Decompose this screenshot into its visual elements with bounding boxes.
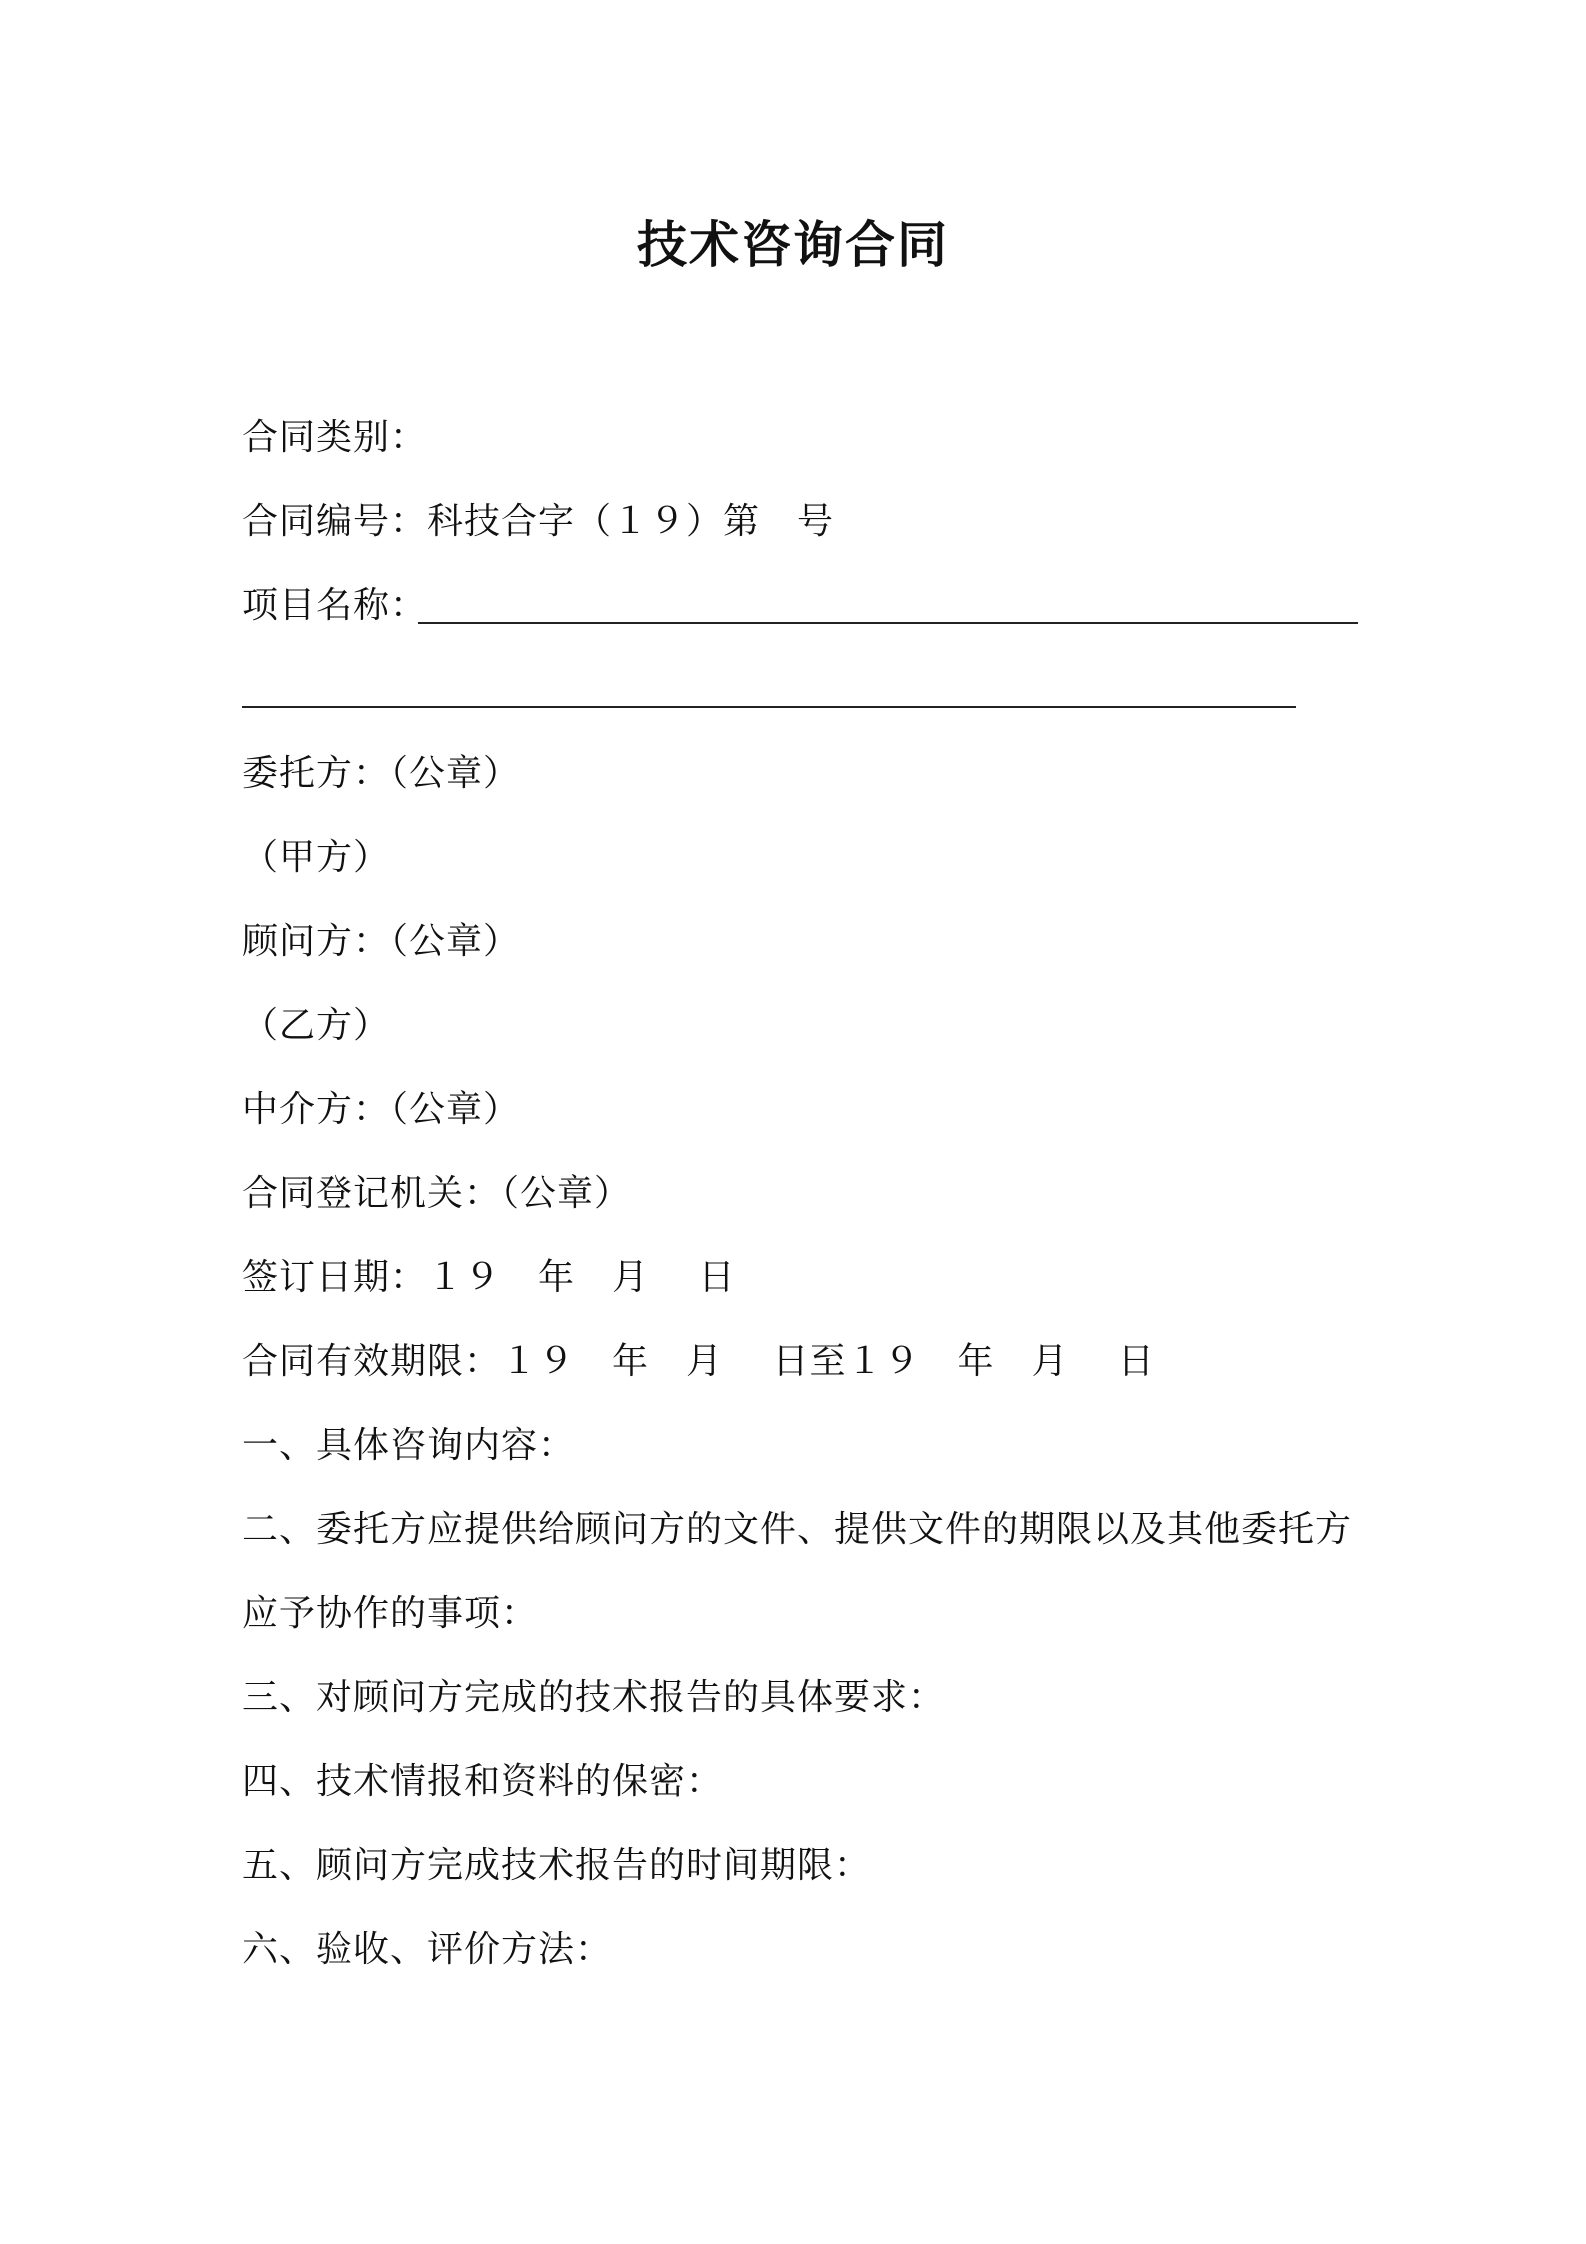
project-name-underline-2[interactable] — [242, 706, 1296, 708]
contract-type-line: 合同类别： — [242, 417, 428, 458]
section-1-heading: 一、具体咨询内容： — [242, 1425, 576, 1466]
validity-period-line: 合同有效期限：１９ 年 月 日至１９ 年 月 日 — [242, 1341, 1155, 1382]
party-a-line: （甲方） — [242, 837, 391, 878]
consultant-line: 顾问方：（公章） — [242, 921, 521, 962]
section-4-heading: 四、技术情报和资料的保密： — [242, 1761, 724, 1802]
section-2-heading-line-1: 二、委托方应提供给顾问方的文件、提供文件的期限以及其他委托方 — [242, 1509, 1353, 1550]
party-b-line: （乙方） — [242, 1005, 391, 1046]
client-line: 委托方：（公章） — [242, 753, 521, 794]
contract-number-line: 合同编号：科技合字（１９）第 号 — [242, 501, 835, 542]
registration-authority-line: 合同登记机关：（公章） — [242, 1173, 632, 1214]
project-name-label: 项目名称： — [242, 585, 428, 626]
project-name-underline-1[interactable] — [418, 622, 1358, 624]
section-6-heading: 六、验收、评价方法： — [242, 1929, 613, 1970]
signing-date-line: 签订日期：１９ 年 月 日 — [242, 1257, 736, 1298]
section-2-heading-line-2: 应予协作的事项： — [242, 1593, 539, 1634]
section-3-heading: 三、对顾问方完成的技术报告的具体要求： — [242, 1677, 946, 1718]
intermediary-line: 中介方：（公章） — [242, 1089, 521, 1130]
page-title: 技术咨询合同 — [637, 216, 949, 274]
section-5-heading: 五、顾问方完成技术报告的时间期限： — [242, 1845, 872, 1886]
